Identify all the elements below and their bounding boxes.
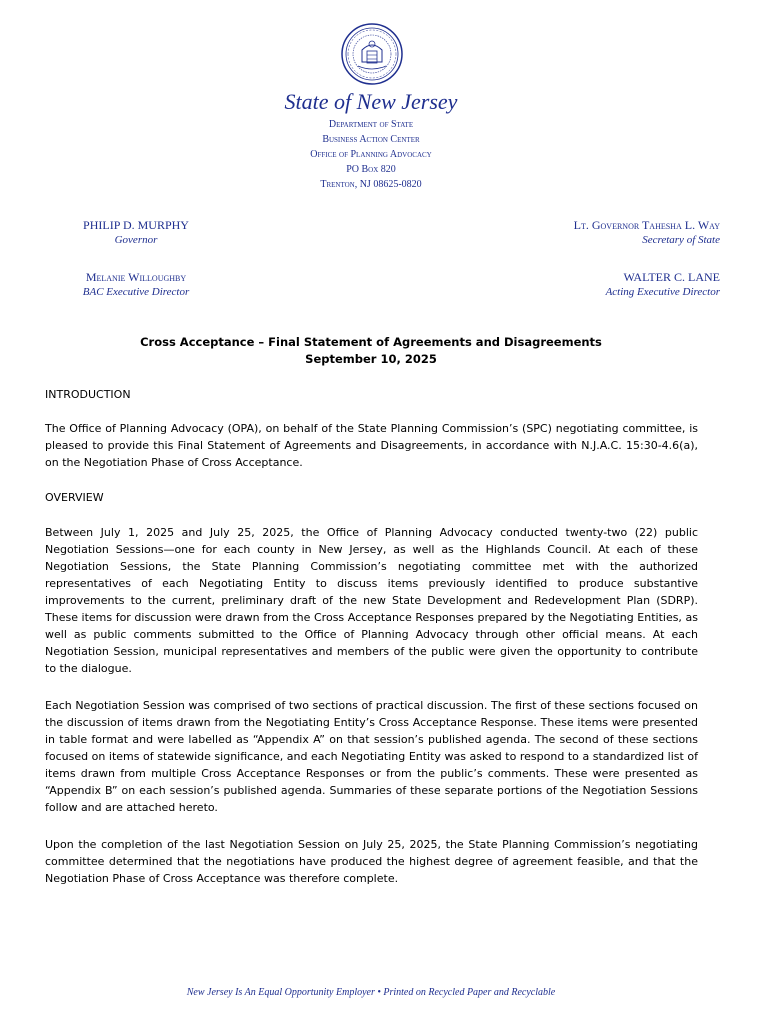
department-line: Office of Planning Advocacy	[310, 149, 432, 160]
governor-block	[46, 218, 226, 248]
overview-heading: OVERVIEW	[45, 491, 104, 504]
department-line: Department of State	[328, 119, 414, 130]
intro-paragraph: The Office of Planning Advocacy (OPA), on behalf of the State Planning Commission’s (SPC) negotiating committee, is pleased to provide this Final Statement of Agreements and Disagreements, in accordance with N.J.A.C. 15:30-4.6(a), on the Negotiation Phase of Cross Acceptance.	[45, 422, 698, 469]
document-title: Cross Acceptance – Final Statement of Agreements and Disagreements	[140, 335, 602, 349]
overview-paragraph-2: Each Negotiation Session was comprised of two sections of practical discussion. The first of these sections focused on the discussion of items drawn from the Negotiating Entity’s Cross Acceptance Response. These items were presented in table format and were labelled as “Appendix A” on that session’s published agenda. The second of these sections focused on items of statewide significance, and each Negotiating Entity was asked to respond to a standardized list of items drawn from multiple Cross Acceptance Responses or from the public’s comments. These were presented as “Appendix B” on each session’s published agenda. Summaries of these separate portions of the Negotiation Sessions follow and are attached hereto.	[45, 699, 698, 814]
department-line: PO Box 820	[346, 164, 396, 175]
document-title-block	[0, 334, 742, 368]
intro-heading: INTRODUCTION	[45, 388, 131, 401]
document-date: September 10, 2025	[305, 352, 437, 366]
overview-paragraph-3: Upon the completion of the last Negotiation Session on July 25, 2025, the State Planning Commission’s negotiating committee determined that the negotiations have produced the highest degree of agreement feasible, and that the Negotiation Phase of Cross Acceptance was therefore complete.	[45, 838, 698, 885]
department-line: Business Action Center	[322, 134, 420, 145]
overview-paragraph-1: Between July 1, 2025 and July 25, 2025, the Office of Planning Advocacy conducted twenty-two (22) public Negotiation Sessions—one for each county in New Jersey, as well as the Highlands Council. At each of these Negotiation Sessions, the State Planning Commission’s negotiating committee met with the authorized representatives of each Negotiating Entity to discuss items previously identified to produce substantive improvements to the current, preliminary draft of the new State Development and Redevelopment Plan (SDRP). These items for discussion were drawn from the Cross Acceptance Responses prepared by the Negotiating Entities, as well as public comments submitted to the Office of Planning Advocacy through other official means. At each Negotiation Session, municipal representatives and members of the public were given the opportunity to contribute to the dialogue.	[45, 526, 698, 675]
acting-director-title: Acting Executive Director	[605, 286, 720, 298]
lt-governor-block	[500, 218, 720, 248]
bac-director-block	[46, 270, 226, 300]
governor-name: PHILIP D. MURPHY	[83, 218, 189, 232]
state-title: State of New Jersey	[284, 89, 458, 114]
acting-director-name: WALTER C. LANE	[623, 270, 720, 284]
acting-director-block	[500, 270, 720, 300]
bac-director-name: Melanie Willoughby	[85, 270, 187, 284]
department-line: Trenton, NJ 08625-0820	[320, 179, 422, 190]
lt-governor-name: Lt. Governor Tahesha L. Way	[573, 218, 720, 232]
bac-director-title: BAC Executive Director	[82, 286, 190, 298]
governor-title: Governor	[114, 234, 158, 246]
department-address	[0, 117, 742, 192]
state-seal-logo	[340, 22, 404, 86]
lt-governor-title: Secretary of State	[642, 234, 720, 246]
footer-notice: New Jersey Is An Equal Opportunity Employer • Printed on Recycled Paper and Recyclable	[186, 987, 556, 998]
